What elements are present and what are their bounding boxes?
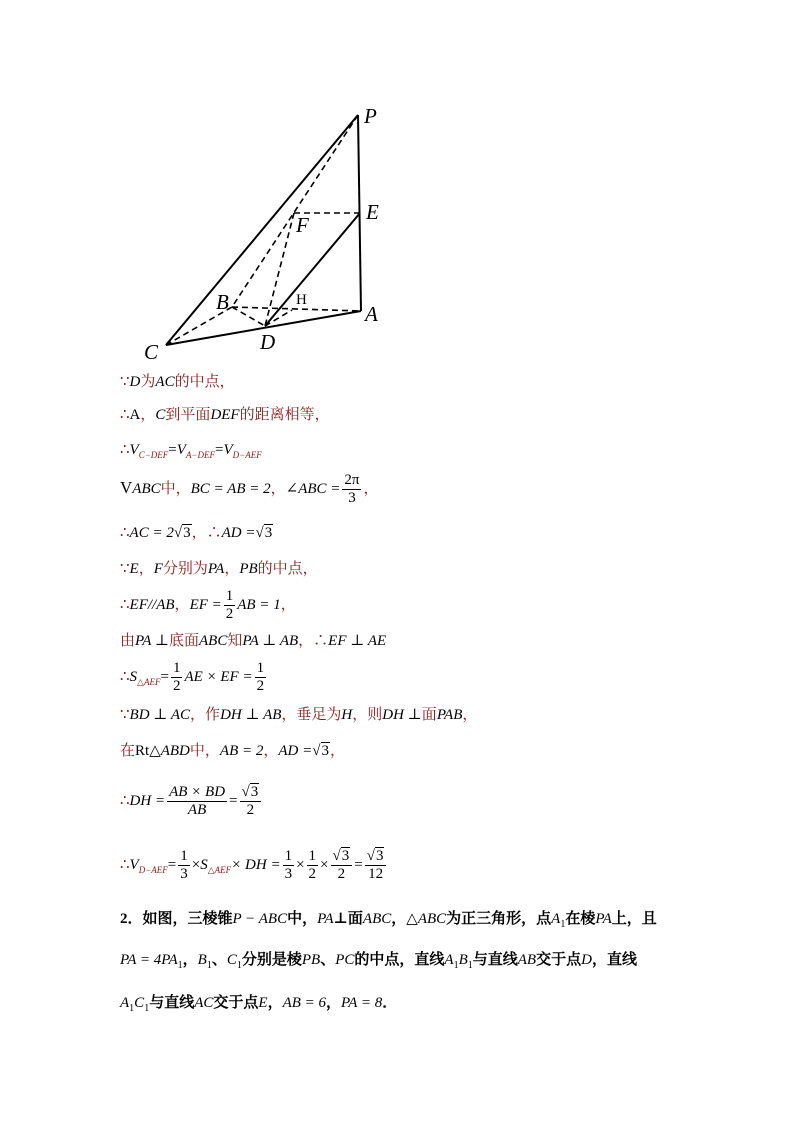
solution-line-1: ∵D为AC的中点，: [120, 374, 235, 390]
label-h: H: [296, 292, 307, 308]
solution-line-13: $\therefore V_{D-AEF}=$ $\frac{1}{3}$ $\times S_{\triangle AEF}\times$ DH = $\frac{1}{3}$ × $\frac{1}{2}$ × $\frac{√3}{2}$ = $\frac{√3}{12}$: [120, 848, 388, 884]
solution-line-3: $\therefore V_{C-DEF}=V_{A-DEF}=V_{D-AEF}$: [120, 442, 262, 460]
fraction-abxbd-ab: $\frac{AB \times BD}{AB}$: [169, 784, 226, 819]
label-a: A: [365, 302, 378, 326]
solution-line-10: ∵BD ⊥ AC，作DH ⊥ AB，垂足为H，则DH ⊥面PAB，: [120, 707, 478, 723]
label-f: F: [296, 213, 309, 237]
sqrt: √3: [255, 525, 273, 541]
solution-line-11: 在Rt△ABD中，AB = 2，AD =√3，: [120, 743, 346, 759]
sqrt: √3: [173, 525, 191, 541]
fraction-2pi-3: $\frac{2\pi}{3}$: [344, 472, 360, 507]
solution-line-4: VABC中，BC = AB = 2，∠ABC = $\frac{2\pi}{3}$ ，: [120, 472, 379, 507]
fraction-sqrt3-12: $\frac{√3}{12}$: [365, 848, 387, 884]
fraction-sqrt3-2: $\frac{√3}{2}$: [331, 848, 353, 884]
problem-2-line-2: PA = $4PA_1$，$B_1$、$C_1$分别是棱PB、PC的中点，直线$A_1B_1$与直线AB交于点D，直线: [120, 952, 637, 971]
solution-line-7: ∴EF//AB，EF = $\frac{1}{2}$ AB = 1，: [120, 588, 296, 623]
fraction-1-2: $\frac{1}{2}$: [225, 588, 234, 623]
solution-line-6: ∵E，F分别为PA，PB的中点，: [120, 561, 318, 577]
label-e: E: [366, 200, 379, 224]
fraction-1-2: $\frac{1}{2}$: [256, 660, 265, 695]
sqrt: √3: [312, 743, 329, 759]
solution-line-8: 由PA ⊥底面ABC知PA ⊥ AB，∴EF ⊥ AE: [120, 633, 387, 649]
edge-pb: [232, 115, 358, 307]
fraction-1-2: $\frac{1}{2}$: [308, 848, 317, 883]
problem-2-line-1: 2．如图，三棱锥P − ABC中，PA⊥面ABC，△ABC为正三角形，点$A_1$在棱PA上，且: [120, 911, 657, 930]
problem-2-line-3: $A_1C_1$与直线AC交于点E，AB = 6，PA = 8．: [120, 995, 398, 1014]
edge-pc: [166, 115, 358, 345]
solution-line-2: ∴A，C到平面DEF的距离相等，: [120, 407, 330, 423]
label-d: D: [260, 330, 276, 354]
fraction-1-3: $\frac{1}{3}$: [180, 848, 188, 883]
solution-line-5: ∴AC = 2√3，∴AD =√3: [120, 525, 273, 541]
fraction-1-2: $\frac{1}{2}$: [172, 660, 181, 695]
edge-bd: [232, 307, 265, 326]
label-p: P: [364, 104, 377, 128]
solution-line-12: ∴DH = $\frac{AB \times BD}{AB}$ = $\frac{√3}{2}$: [120, 784, 263, 820]
label-b: B: [216, 290, 229, 314]
label-c: C: [144, 340, 159, 364]
fraction-1-3: $\frac{1}{3}$: [284, 848, 293, 883]
solution-line-9: $\therefore S_{\triangle AEF}=$ $\frac{1}{2}$ AE × EF = $\frac{1}{2}$: [120, 660, 265, 695]
fraction-sqrt3-2: $\frac{√3}{2}$: [240, 784, 262, 820]
pyramid-figure: [120, 95, 400, 370]
